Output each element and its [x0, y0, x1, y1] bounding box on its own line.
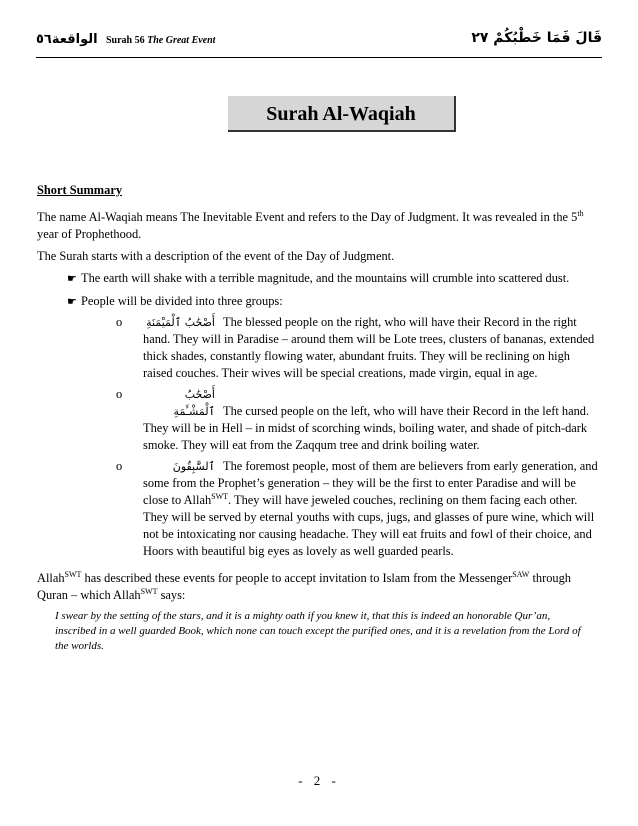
page-title: Surah Al-Waqiah	[228, 96, 456, 132]
pointing-hand-icon: ☛	[67, 273, 77, 285]
arabic-term: ٱلسَّٰبِقُونَ	[172, 460, 215, 473]
page-number: - 2 -	[298, 773, 340, 788]
list-item	[37, 270, 601, 287]
starts-with-paragraph: The Surah starts with a description of the event of the Day of Judgment.	[37, 249, 395, 263]
summary-bullet-list	[37, 270, 601, 560]
page-header	[36, 30, 602, 56]
intro-superscript: th	[577, 208, 584, 218]
closing-paragraph	[37, 570, 601, 604]
circle-marker: o	[116, 387, 123, 401]
list-item	[37, 386, 601, 454]
group-superscript: SWT	[211, 491, 229, 501]
closing-text-3: through Quran – which Allah	[37, 571, 571, 602]
list-item	[37, 293, 601, 560]
arabic-term: أَصْحَٰبُ ٱلْمَشْـَٔمَةِ	[173, 388, 215, 418]
closing-sup-3: SWT	[140, 586, 158, 596]
header-divider	[36, 57, 602, 58]
group-text: The blessed people on the right, who will have their Record in the right hand. They will in Paradise – around them will be Lote trees, clusters of bananas, extended thick shades, constantly flowing water, abundant fruits. They will be reclining on high raised couches. Their wives will be special creations, made virgin, equal in age.	[143, 315, 595, 380]
bullet-text: People will be divided into three groups:	[81, 294, 283, 308]
bullet-text: The earth will shake with a terrible magnitude, and the mountains will crumble into scattered dust.	[81, 271, 570, 285]
header-arabic-surah-name: الواقعة٥٦	[36, 32, 98, 47]
closing-sup-2: SAW	[512, 569, 530, 579]
group-text-2: . They will have jeweled couches, reclining on them facing each other. They will be served by eternal youths with cups, jugs, and glasses of pure wine, which will not be intoxicating nor causing headache. They will eat fruits and fowl of their choice, and Hoors with beautiful big eyes as lovely as well guarded pearls.	[143, 493, 595, 558]
group-text: The cursed people on the left, who will have their Record in the left hand. They will be in Hell – in midst of scorching winds, boiling water, and shade of pitch-dark smoke. They will eat from the Zaqqum tree and drink boiling water.	[143, 404, 590, 452]
intro-text-1: The name Al-Waqiah means The Inevitable Event and refers to the Day of Judgment. It was revealed in the 5	[37, 210, 578, 224]
circle-marker: o	[116, 459, 123, 473]
intro-paragraph	[37, 209, 601, 243]
closing-text-2: has described these events for people to accept invitation to Islam from the Messenger	[81, 571, 513, 585]
groups-list	[37, 314, 601, 560]
header-surah-number: Surah 56	[106, 35, 145, 46]
closing-text-4: says:	[157, 588, 186, 602]
section-heading: Short Summary	[37, 183, 123, 197]
main-content	[37, 182, 601, 654]
intro-text-2: year of Prophethood.	[37, 227, 142, 241]
closing-sup-1: SWT	[64, 569, 82, 579]
arabic-term: أَصْحَٰبُ ٱلْمَيْمَنَةِ	[146, 316, 215, 329]
header-surah-english-name: The Great Event	[147, 35, 216, 46]
header-surah-reference	[106, 35, 215, 46]
list-item	[37, 458, 601, 560]
closing-text-1: Allah	[37, 571, 65, 585]
header-arabic-juz: قَالَ فَمَا خَطْبُكُمْ ٢٧	[471, 30, 602, 46]
circle-marker: o	[116, 315, 123, 329]
group-text-1: The foremost people, most of them are believers from early generation, and some from the Prophet’s generation – they will be the first to enter Paradise and will be close to Allah	[143, 459, 598, 507]
quran-quote: I swear by the setting of the stars, and it is a mighty oath if you knew it, that this is indeed an honorable Qur’an, inscribed in a well guarded Book, which none can touch except the purified ones, and it is a revelation from the Lord of the worlds.	[55, 610, 581, 652]
list-item	[37, 314, 601, 382]
pointing-hand-icon: ☛	[67, 296, 77, 308]
